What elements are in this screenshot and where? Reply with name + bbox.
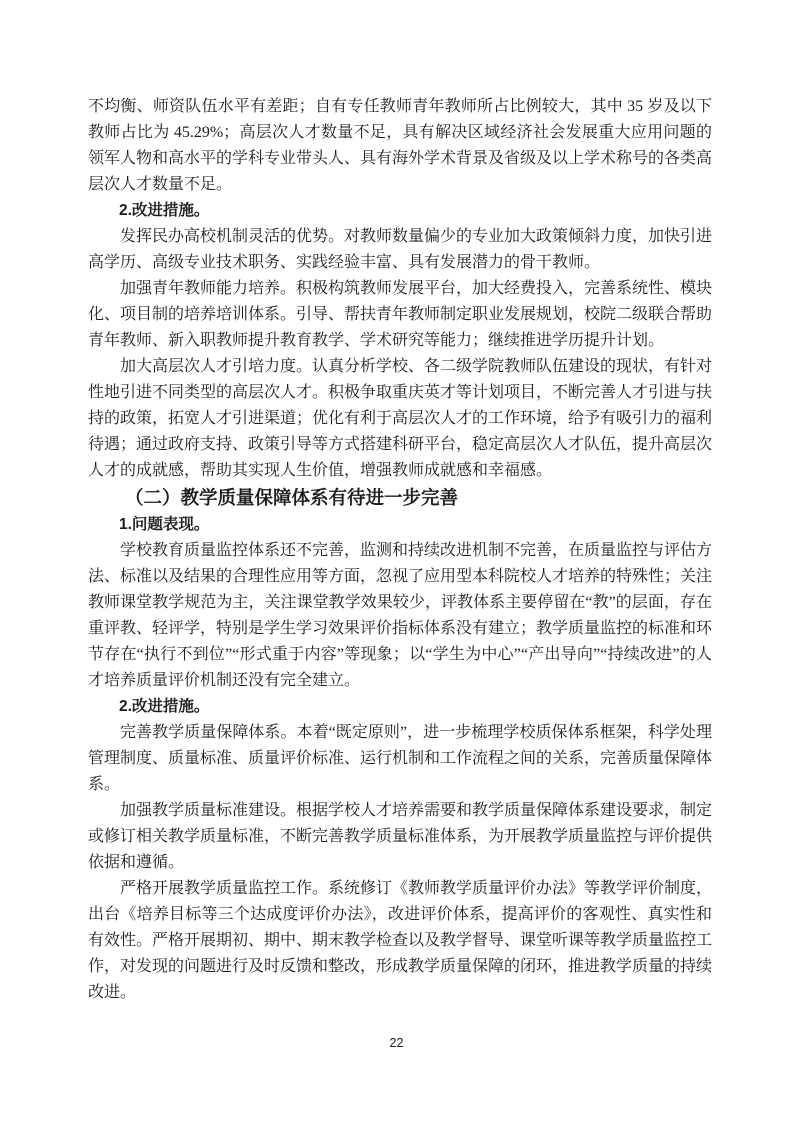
paragraph-teacher-gaps-continuation: 不均衡、师资队伍水平有差距；自有专任教师青年教师所占比例较大，其中 35 岁及以下教师占比为 45.29%；高层次人才数量不足，具有解决区域经济社会发展重大应用问题的领军人物和高水平的学科专业带头人、具有海外学术背景及省级及以上学术称号的各类高层次人才数量不足。 bbox=[88, 98, 713, 193]
page-number: 22 bbox=[389, 1036, 404, 1050]
paragraph-strengthen-quality-standards: 加强教学质量标准建设。根据学校人才培养需要和教学质量保障体系建设要求，制定或修订相关教学质量标准，不断完善教学质量标准体系，为开展教学质量监控与评价提供依据和遵循。 bbox=[88, 802, 713, 871]
paragraph-quality-monitoring-work: 严格开展教学质量监控工作。系统修订《教师教学质量评价办法》等教学评价制度，出台《培养目标等三个达成度评价办法》，改进评价体系，提高评价的客观性、真实性和有效性。严格开展期初、期中、期末教学检查以及教学督导、课堂听课等教学质量监控工作，对发现的问题进行及时反馈和整改，形成教学质量保障的闭环，推进教学质量的持续改进。 bbox=[88, 880, 713, 1001]
paragraph-high-level-talent-recruitment: 加大高层次人才引培力度。认真分析学校、各二级学院教师队伍建设的现状，有针对性地引进不同类型的高层次人才。积极争取重庆英才等计划项目，不断完善人才引进与扶持的政策，拓宽人才引进渠道；优化有利于高层次人才的工作环境，给予有吸引力的福利待遇；通过政府支持、政策引导等方式搭建科研平台，稳定高层次人才队伍，提升高层次人才的成就感，帮助其实现人生价值，增强教师成就感和幸福感。 bbox=[88, 358, 713, 479]
label-improvement-measures-1: 2.改进措施。 bbox=[119, 202, 210, 219]
paragraph-private-college-flexibility: 发挥民办高校机制灵活的优势。对教师数量偏少的专业加大政策倾斜力度，加快引进高学历、高级专业技术职务、实践经验丰富、具有发展潜力的骨干教师。 bbox=[88, 228, 713, 271]
label-problem-manifestation: 1.问题表现。 bbox=[119, 516, 210, 533]
document-body bbox=[88, 94, 712, 1006]
paragraph-young-teacher-training: 加强青年教师能力培养。积极构筑教师发展平台，加大经费投入，完善系统性、模块化、项目制的培养培训体系。引导、帮扶青年教师制定职业发展规划，校院二级联合帮助青年教师、新入职教师提升教育教学、学术研究等能力；继续推进学历提升计划。 bbox=[88, 280, 713, 349]
paragraph-improve-quality-assurance-system: 完善教学质量保障体系。本着“既定原则”，进一步梳理学校质保体系框架，科学处理管理制度、质量标准、质量评价标准、运行机制和工作流程之间的关系，完善质量保障体系。 bbox=[88, 724, 713, 793]
label-improvement-measures-2: 2.改进措施。 bbox=[119, 698, 210, 715]
section-heading-teaching-quality-assurance: （二）教学质量保障体系有待进一步完善 bbox=[125, 487, 459, 508]
paragraph-quality-monitoring-problems: 学校教育质量监控体系还不完善，监测和持续改进机制不完善，在质量监控与评估方法、标准以及结果的合理性应用等方面，忽视了应用型本科院校人才培养的特殊性；关注教师课堂教学规范为主，关注课堂教学效果较少，评教体系主要停留在“教”的层面，存在重评教、轻评学，特别是学生学习效果评价指标体系没有建立；教学质量监控的标准和环节存在“执行不到位”“形式重于内容”等现象；以“学生为中心”“产出导向”“持续改进”的人才培养质量评价机制还没有完全建立。 bbox=[88, 542, 713, 689]
